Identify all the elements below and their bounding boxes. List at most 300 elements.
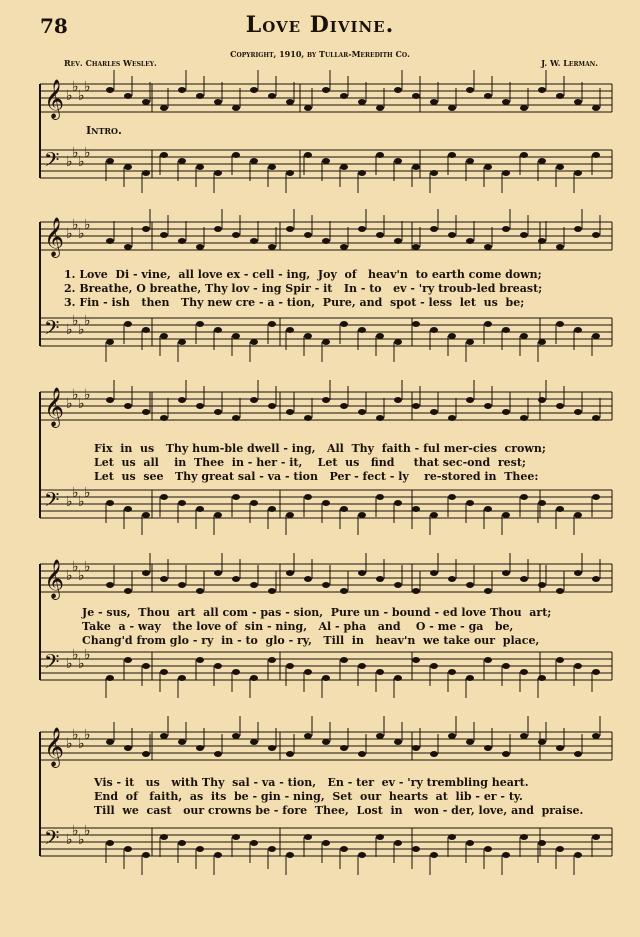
note-head	[574, 512, 582, 518]
flat-icon: ♭	[72, 647, 79, 663]
note-head	[592, 669, 600, 675]
note-head	[484, 506, 492, 512]
note-head	[592, 105, 600, 111]
flat-icon: ♭	[66, 656, 73, 672]
flat-icon: ♭	[66, 322, 73, 338]
note-head	[394, 397, 402, 403]
note-head	[358, 663, 366, 669]
note-head	[520, 152, 528, 158]
note-head	[394, 158, 402, 164]
note-head	[592, 733, 600, 739]
note-head	[160, 576, 168, 582]
note-head	[142, 99, 150, 105]
lyric-line: Take a - way the love of sin - ning, Al - pha and O - me - ga be,	[82, 620, 514, 633]
note-head	[376, 333, 384, 339]
note-head	[340, 403, 348, 409]
note-head	[376, 232, 384, 238]
note-head	[448, 576, 456, 582]
flat-icon: ♭	[72, 387, 79, 403]
note-head	[286, 327, 294, 333]
note-head	[304, 105, 312, 111]
note-head	[556, 321, 564, 327]
note-head	[574, 570, 582, 576]
note-head	[358, 226, 366, 232]
note-head	[574, 99, 582, 105]
flat-icon: ♭	[72, 559, 79, 575]
lyric-line: 3. Fin - ish then Thy new cre - a - tion, Pure, and spot - less let us be;	[64, 296, 525, 309]
note-head	[178, 339, 186, 345]
note-head	[214, 226, 222, 232]
note-head	[322, 158, 330, 164]
note-head	[430, 852, 438, 858]
flat-icon: ♭	[78, 88, 85, 104]
note-head	[538, 675, 546, 681]
note-head	[214, 751, 222, 757]
note-head	[520, 232, 528, 238]
note-head	[412, 846, 420, 852]
flat-icon: ♭	[72, 823, 79, 839]
note-head	[106, 158, 114, 164]
note-head	[322, 840, 330, 846]
note-head	[322, 397, 330, 403]
note-head	[520, 834, 528, 840]
lyric-line: Let us all in Thee in - her - it, Let us find that sec-ond rest;	[94, 456, 526, 469]
note-head	[268, 846, 276, 852]
note-head	[358, 99, 366, 105]
flat-icon: ♭	[84, 217, 91, 233]
note-head	[430, 751, 438, 757]
note-head	[178, 500, 186, 506]
note-head	[106, 840, 114, 846]
note-head	[358, 170, 366, 176]
flat-icon: ♭	[84, 145, 91, 161]
note-head	[574, 170, 582, 176]
note-head	[394, 500, 402, 506]
note-head	[412, 321, 420, 327]
note-head	[574, 852, 582, 858]
note-head	[412, 657, 420, 663]
flat-icon: ♭	[72, 217, 79, 233]
note-head	[466, 397, 474, 403]
note-head	[250, 500, 258, 506]
note-head	[484, 657, 492, 663]
flat-icon: ♭	[84, 485, 91, 501]
note-head	[340, 588, 348, 594]
bass-clef-icon: 𝄢	[44, 148, 60, 176]
treble-clef-icon: 𝄞	[44, 727, 65, 767]
note-head	[196, 164, 204, 170]
note-head	[448, 733, 456, 739]
flat-icon: ♭	[78, 494, 85, 510]
flat-icon: ♭	[66, 88, 73, 104]
note-head	[592, 576, 600, 582]
note-head	[538, 500, 546, 506]
note-head	[106, 582, 114, 588]
note-head	[214, 512, 222, 518]
note-head	[520, 494, 528, 500]
note-head	[448, 415, 456, 421]
note-head	[448, 105, 456, 111]
note-head	[394, 339, 402, 345]
flat-icon: ♭	[84, 387, 91, 403]
note-head	[214, 852, 222, 858]
note-head	[520, 333, 528, 339]
note-head	[394, 582, 402, 588]
note-head	[142, 226, 150, 232]
note-head	[484, 93, 492, 99]
note-head	[538, 582, 546, 588]
note-head	[250, 582, 258, 588]
note-head	[286, 99, 294, 105]
note-head	[304, 415, 312, 421]
flat-icon: ♭	[66, 568, 73, 584]
note-head	[430, 512, 438, 518]
note-head	[124, 403, 132, 409]
flat-icon: ♭	[78, 322, 85, 338]
composer-credit: J. W. Lerman.	[541, 58, 598, 68]
bass-clef-icon: 𝄢	[44, 826, 60, 854]
flat-icon: ♭	[66, 396, 73, 412]
note-head	[214, 170, 222, 176]
note-head	[214, 327, 222, 333]
flat-icon: ♭	[84, 79, 91, 95]
note-head	[484, 846, 492, 852]
note-head	[250, 339, 258, 345]
flat-icon: ♭	[84, 823, 91, 839]
note-head	[448, 834, 456, 840]
flat-icon: ♭	[72, 145, 79, 161]
note-head	[322, 87, 330, 93]
note-head	[538, 238, 546, 244]
note-head	[106, 675, 114, 681]
bass-clef-icon: 𝄢	[44, 650, 60, 678]
note-head	[502, 663, 510, 669]
note-head	[556, 657, 564, 663]
note-head	[502, 99, 510, 105]
note-head	[268, 745, 276, 751]
note-head	[286, 512, 294, 518]
note-head	[358, 327, 366, 333]
page-number: 78	[40, 14, 68, 38]
note-head	[340, 93, 348, 99]
note-head	[196, 403, 204, 409]
lyric-line: Let us see Thy great sal - va - tion Per - fect - ly re-stored in Thee:	[94, 470, 539, 483]
note-head	[106, 87, 114, 93]
note-head	[502, 226, 510, 232]
note-head	[268, 244, 276, 250]
note-head	[178, 238, 186, 244]
note-head	[250, 238, 258, 244]
lyric-line: Till we cast our crowns be - fore Thee, Lost in won - der, love, and praise.	[94, 804, 584, 817]
note-head	[358, 852, 366, 858]
note-head	[466, 238, 474, 244]
note-head	[556, 846, 564, 852]
note-head	[250, 675, 258, 681]
note-head	[394, 675, 402, 681]
flat-icon: ♭	[66, 154, 73, 170]
note-head	[538, 840, 546, 846]
note-head	[196, 321, 204, 327]
note-head	[376, 415, 384, 421]
flat-icon: ♭	[72, 485, 79, 501]
note-head	[178, 397, 186, 403]
note-head	[232, 232, 240, 238]
lyric-line: End of faith, as its be - gin - ning, Set our hearts at lib - er - ty.	[94, 790, 523, 803]
note-head	[430, 226, 438, 232]
note-head	[412, 588, 420, 594]
note-head	[430, 99, 438, 105]
note-head	[484, 244, 492, 250]
note-head	[556, 506, 564, 512]
note-head	[232, 152, 240, 158]
note-head	[124, 244, 132, 250]
note-head	[250, 87, 258, 93]
note-head	[574, 409, 582, 415]
note-head	[592, 834, 600, 840]
note-head	[484, 403, 492, 409]
note-head	[322, 582, 330, 588]
note-head	[124, 846, 132, 852]
note-head	[232, 333, 240, 339]
note-head	[232, 105, 240, 111]
note-head	[358, 409, 366, 415]
note-head	[124, 745, 132, 751]
note-head	[286, 570, 294, 576]
note-head	[412, 506, 420, 512]
note-head	[358, 751, 366, 757]
note-head	[214, 409, 222, 415]
note-head	[304, 152, 312, 158]
lyric-line: Vis - it us with Thy sal - va - tion, En - ter ev - 'ry trembling heart.	[94, 776, 529, 789]
treble-clef-icon: 𝄞	[44, 217, 65, 257]
note-head	[106, 739, 114, 745]
note-head	[484, 588, 492, 594]
note-head	[520, 576, 528, 582]
note-head	[538, 158, 546, 164]
note-head	[124, 164, 132, 170]
note-head	[340, 244, 348, 250]
lyric-line: Fix in us Thy hum-ble dwell - ing, All Thy faith - ful mer-cies crown;	[94, 442, 546, 455]
note-head	[304, 232, 312, 238]
flat-icon: ♭	[84, 727, 91, 743]
note-head	[322, 238, 330, 244]
note-head	[430, 570, 438, 576]
note-head	[574, 226, 582, 232]
note-head	[160, 333, 168, 339]
note-head	[502, 170, 510, 176]
note-head	[412, 164, 420, 170]
hymn-title: Love Divine.	[245, 12, 395, 38]
note-head	[250, 397, 258, 403]
note-head	[520, 733, 528, 739]
note-head	[484, 321, 492, 327]
note-head	[322, 339, 330, 345]
note-head	[538, 87, 546, 93]
note-head	[232, 576, 240, 582]
note-head	[178, 87, 186, 93]
note-head	[196, 588, 204, 594]
note-head	[178, 739, 186, 745]
note-head	[574, 663, 582, 669]
note-head	[502, 852, 510, 858]
note-head	[178, 675, 186, 681]
note-head	[124, 93, 132, 99]
flat-icon: ♭	[78, 736, 85, 752]
note-head	[160, 232, 168, 238]
note-head	[196, 846, 204, 852]
note-head	[214, 570, 222, 576]
note-head	[412, 244, 420, 250]
note-head	[520, 415, 528, 421]
note-head	[178, 158, 186, 164]
note-head	[160, 669, 168, 675]
flat-icon: ♭	[78, 396, 85, 412]
flat-icon: ♭	[78, 568, 85, 584]
copyright-notice: Copyright, 1910, by Tullar-Meredith Co.	[230, 49, 410, 59]
note-head	[304, 576, 312, 582]
note-head	[340, 846, 348, 852]
lyric-line: 1. Love Di - vine, all love ex - cell - ing, Joy of heav'n to earth come down;	[64, 268, 542, 281]
note-head	[142, 170, 150, 176]
note-head	[304, 733, 312, 739]
note-head	[520, 669, 528, 675]
note-head	[520, 105, 528, 111]
note-head	[124, 506, 132, 512]
note-head	[448, 152, 456, 158]
note-head	[484, 745, 492, 751]
note-head	[484, 164, 492, 170]
note-head	[322, 500, 330, 506]
note-head	[466, 500, 474, 506]
note-head	[286, 409, 294, 415]
note-head	[376, 152, 384, 158]
note-head	[232, 669, 240, 675]
note-head	[376, 576, 384, 582]
note-head	[196, 657, 204, 663]
treble-clef-icon: 𝄞	[44, 559, 65, 599]
note-head	[448, 494, 456, 500]
note-head	[556, 745, 564, 751]
note-head	[322, 739, 330, 745]
note-head	[106, 339, 114, 345]
note-head	[160, 494, 168, 500]
note-head	[538, 397, 546, 403]
note-head	[304, 669, 312, 675]
note-head	[142, 409, 150, 415]
lyricist-credit: Rev. Charles Wesley.	[64, 58, 157, 68]
flat-icon: ♭	[84, 313, 91, 329]
note-head	[376, 834, 384, 840]
note-head	[304, 494, 312, 500]
note-head	[502, 512, 510, 518]
note-head	[466, 339, 474, 345]
note-head	[394, 87, 402, 93]
note-head	[376, 733, 384, 739]
treble-clef-icon: 𝄞	[44, 79, 65, 119]
note-head	[340, 657, 348, 663]
note-head	[502, 751, 510, 757]
note-head	[340, 506, 348, 512]
note-head	[160, 834, 168, 840]
note-head	[556, 164, 564, 170]
note-head	[286, 226, 294, 232]
note-head	[178, 840, 186, 846]
flat-icon: ♭	[84, 647, 91, 663]
note-head	[394, 739, 402, 745]
bass-clef-icon: 𝄢	[44, 488, 60, 516]
note-head	[268, 506, 276, 512]
note-head	[358, 512, 366, 518]
note-head	[502, 570, 510, 576]
note-head	[142, 852, 150, 858]
note-head	[196, 506, 204, 512]
note-head	[268, 403, 276, 409]
note-head	[268, 657, 276, 663]
note-head	[214, 663, 222, 669]
note-head	[268, 588, 276, 594]
note-head	[268, 164, 276, 170]
flat-icon: ♭	[84, 559, 91, 575]
note-head	[466, 675, 474, 681]
bass-clef-icon: 𝄢	[44, 316, 60, 344]
note-head	[340, 745, 348, 751]
note-head	[160, 105, 168, 111]
note-head	[358, 570, 366, 576]
lyric-line: Je - sus, Thou art all com - pas - sion, Pure un - bound - ed love Thou art;	[82, 606, 552, 619]
note-head	[466, 739, 474, 745]
note-head	[196, 93, 204, 99]
note-head	[286, 170, 294, 176]
note-head	[160, 733, 168, 739]
intro-label: Intro.	[86, 124, 122, 137]
note-head	[142, 663, 150, 669]
note-head	[412, 93, 420, 99]
note-head	[502, 409, 510, 415]
note-head	[574, 751, 582, 757]
note-head	[304, 834, 312, 840]
note-head	[214, 99, 222, 105]
note-head	[574, 327, 582, 333]
note-head	[340, 164, 348, 170]
note-head	[268, 321, 276, 327]
note-head	[250, 158, 258, 164]
note-head	[592, 232, 600, 238]
note-head	[430, 327, 438, 333]
note-head	[250, 840, 258, 846]
note-head	[142, 327, 150, 333]
note-head	[394, 238, 402, 244]
flat-icon: ♭	[66, 226, 73, 242]
note-head	[286, 852, 294, 858]
note-head	[304, 333, 312, 339]
note-head	[394, 840, 402, 846]
note-head	[376, 105, 384, 111]
note-head	[124, 588, 132, 594]
note-head	[556, 588, 564, 594]
note-head	[268, 93, 276, 99]
note-head	[178, 582, 186, 588]
flat-icon: ♭	[72, 313, 79, 329]
note-head	[430, 409, 438, 415]
lyric-line: Chang'd from glo - ry in - to glo - ry, Till in heav'n we take our place,	[82, 634, 540, 647]
note-head	[412, 745, 420, 751]
flat-icon: ♭	[66, 736, 73, 752]
note-head	[124, 321, 132, 327]
note-head	[448, 333, 456, 339]
note-head	[142, 512, 150, 518]
note-head	[448, 669, 456, 675]
note-head	[502, 327, 510, 333]
